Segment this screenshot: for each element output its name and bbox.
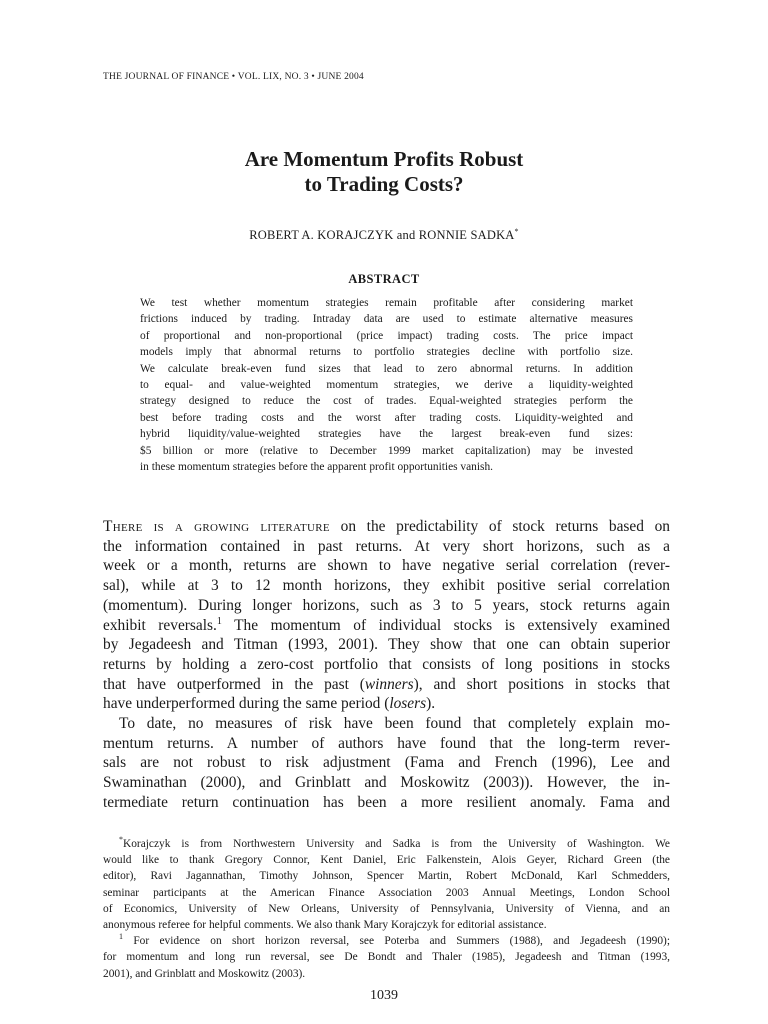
footnote-line bbox=[103, 836, 670, 852]
body-line: the information contained in past returns. At very short horizons, such as a bbox=[103, 537, 670, 555]
body-line bbox=[103, 616, 670, 636]
body-text: exhibit reversals. bbox=[103, 616, 217, 634]
body-text: that have outperformed in the past ( bbox=[103, 675, 365, 693]
body-line: termediate return continuation has been a more resilient anomaly. Fama and bbox=[103, 793, 670, 811]
emphasis-winners: winners bbox=[364, 675, 414, 693]
body-line bbox=[103, 694, 670, 714]
lead-in-small-caps: There is a growing literature bbox=[103, 518, 330, 535]
paragraph-1 bbox=[103, 517, 670, 714]
body-line: sals are not robust to risk adjustment (Fama and French (1996), Lee and bbox=[103, 754, 670, 772]
footnotes bbox=[103, 836, 670, 982]
body-line bbox=[103, 675, 670, 695]
abstract-line: best before trading costs and the worst after trading costs. Liquidity-weighted and bbox=[140, 411, 633, 424]
abstract-line: hybrid liquidity/value-weighted strategies have the largest break-even fund sizes: bbox=[140, 428, 633, 441]
abstract-line: We calculate break-even fund sizes that lead to zero abnormal returns. In addition bbox=[140, 362, 633, 375]
abstract-body bbox=[140, 295, 633, 475]
author-names: ROBERT A. KORAJCZYK and RONNIE SADKA bbox=[249, 228, 515, 243]
body-line: To date, no measures of risk have been found that completely explain mo- bbox=[119, 715, 670, 733]
emphasis-losers: losers bbox=[389, 695, 427, 713]
footnote-text: Korajczyk is from Northwestern University and Sadka is from the University of Washington. We bbox=[123, 838, 670, 850]
footnote-line: editor), Ravi Jagannathan, Timothy Johnson, Spencer Martin, Robert McDonald, Karl Schmedders, bbox=[103, 870, 670, 883]
footnote-1 bbox=[103, 933, 670, 982]
abstract-line: $5 billion or more (relative to December 1999 market capitalization) may be invested bbox=[140, 444, 633, 457]
running-head: THE JOURNAL OF FINANCE • VOL. LIX, NO. 3 • JUNE 2004 bbox=[103, 72, 364, 82]
body-text: on the predictability of stock returns based on bbox=[329, 518, 670, 535]
footnote-line: for momentum and long run reversal, see De Bondt and Thaler (1985), Jegadeesh and Titman (1993, bbox=[103, 951, 670, 964]
body-line: (momentum). During longer horizons, such as 3 to 5 years, stock returns again bbox=[103, 596, 670, 614]
abstract-heading: ABSTRACT bbox=[348, 272, 420, 286]
footnote-line: seminar participants at the American Finance Association 2003 Annual Meetings, London School bbox=[103, 886, 670, 899]
title-line-1: Are Momentum Profits Robust bbox=[244, 147, 524, 171]
abstract-line: models imply that abnormal returns to portfolio strategies decline with portfolio size. bbox=[140, 346, 633, 359]
abstract-line: We test whether momentum strategies remain profitable after considering market bbox=[140, 297, 633, 309]
body-line: sal), while at 3 to 12 month horizons, they exhibit positive serial correlation bbox=[103, 577, 670, 595]
body-line: by Jegadeesh and Titman (1993, 2001). They show that one can obtain superior bbox=[103, 636, 670, 654]
footnote-text: For evidence on short horizon reversal, see Poterba and Summers (1988), and Jegadeesh (1990); bbox=[123, 935, 670, 948]
footnote-line: of Economics, University of New Orleans, University of Pennsylvania, University of Vienna, and an bbox=[103, 902, 670, 915]
footnote-star-marker: * bbox=[119, 835, 123, 845]
abstract-line: to equal- and value-weighted momentum strategies, we derive a liquidity-weighted bbox=[140, 379, 633, 392]
body-text: ). bbox=[426, 695, 436, 713]
body-text: The momentum of individual stocks is extensively examined bbox=[221, 616, 670, 634]
footnote-line: 2001), and Grinblatt and Moskowitz (2003). bbox=[103, 967, 306, 980]
footnote-star bbox=[103, 836, 670, 933]
abstract-line: in these momentum strategies before the apparent profit opportunities vanish. bbox=[140, 461, 494, 474]
abstract-line: strategy designed to reduce the cost of trades. Equal-weighted strategies perform the bbox=[140, 395, 633, 408]
abstract-line: of proportional and non-proportional (price impact) trading costs. The price impact bbox=[140, 329, 633, 342]
title-line-2: to Trading Costs? bbox=[304, 172, 464, 196]
footnote-line: would like to thank Gregory Connor, Kent Daniel, Eric Falkenstein, Alois Geyer, Richard Green (the bbox=[103, 854, 670, 867]
body-line: returns by holding a zero-cost portfolio that consists of long positions in stocks bbox=[103, 655, 670, 673]
author-footnote-marker[interactable]: * bbox=[514, 227, 519, 236]
footnote-ref-1[interactable]: 1 bbox=[216, 615, 222, 627]
body-text: have underperformed during the same period ( bbox=[103, 695, 390, 713]
footnote-1-marker: 1 bbox=[119, 932, 123, 942]
abstract-line: frictions induced by trading. Intraday data are used to estimate alternative measures bbox=[140, 313, 633, 326]
footnote-line bbox=[103, 933, 670, 949]
body-line bbox=[103, 517, 670, 537]
paragraph-2 bbox=[103, 714, 670, 813]
article-title bbox=[0, 147, 768, 197]
body-text: ), and short positions in stocks that bbox=[413, 675, 670, 693]
main-body-text bbox=[103, 517, 670, 813]
author-line bbox=[0, 227, 768, 243]
footnote-line: anonymous referee for helpful comments. We also thank Mary Korajczyk for editorial assistance. bbox=[103, 919, 547, 932]
body-line: Swaminathan (2000), and Grinblatt and Moskowitz (2003)). However, the in- bbox=[103, 774, 670, 792]
body-line: week or a month, returns are shown to have negative serial correlation (rever- bbox=[103, 557, 670, 575]
page-number: 1039 bbox=[370, 988, 398, 1003]
body-line: mentum returns. A number of authors have found that the long-term rever- bbox=[103, 734, 670, 752]
